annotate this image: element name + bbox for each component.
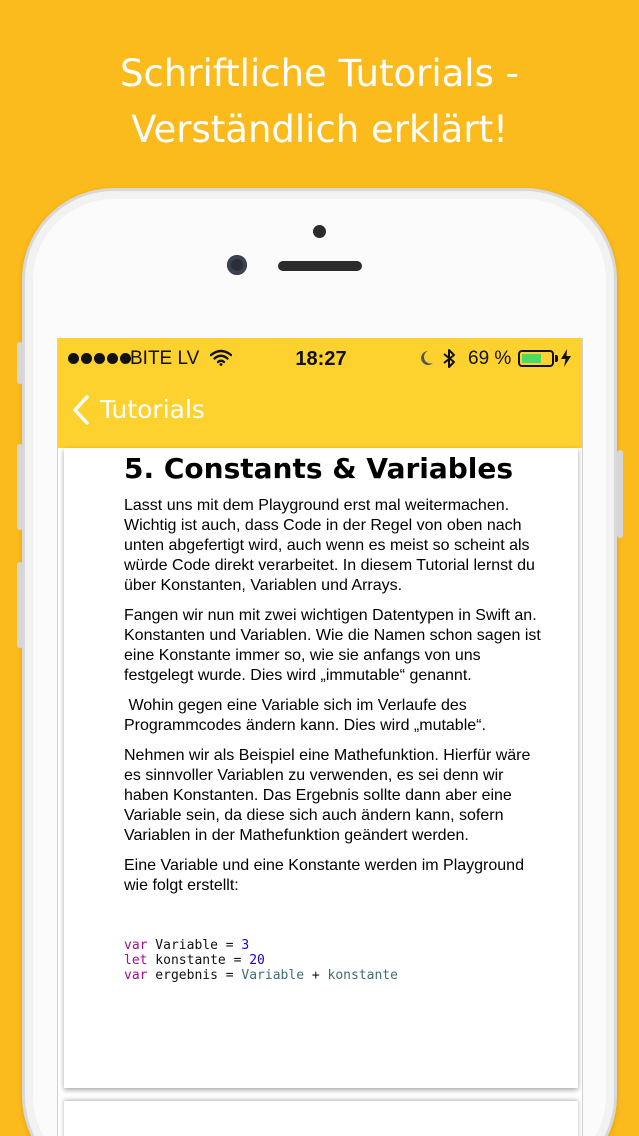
back-button[interactable] bbox=[72, 394, 205, 426]
next-tutorial-card[interactable] bbox=[64, 1101, 578, 1136]
code-text: Variable = bbox=[147, 938, 242, 953]
charging-bolt-icon bbox=[561, 349, 571, 367]
earpiece-speaker bbox=[278, 261, 362, 271]
tutorial-article bbox=[124, 448, 544, 983]
moon-icon bbox=[418, 349, 434, 367]
mute-switch bbox=[17, 342, 23, 384]
battery-percent: 69 % bbox=[468, 348, 512, 369]
status-bar bbox=[58, 338, 583, 380]
tutorial-paragraph: Nehmen wir als Beispiel eine Mathefunktion. Hierfür wäre es sinnvoller Variablen zu verwenden, es sei denn wir haben Konstanten. Das Ergebnis sollte dann aber eine Variable sein, da diese sich auch ändern kann, sofern Variablen in der Mathefunktion geändert werden. bbox=[124, 747, 531, 844]
tutorial-paragraph: Fangen wir nun mit zwei wichtigen Datentypen in Swift an. Konstanten und Variablen. Wie die Namen schon sagen ist eine Konstante immer so, wie sie anfangs von uns festgelegt wurde. Dies wird „immutable“ genannt. bbox=[124, 607, 541, 684]
bluetooth-icon bbox=[442, 348, 456, 369]
promo-headline bbox=[0, 46, 639, 158]
code-line bbox=[124, 953, 544, 968]
tutorial-paragraph: Lasst uns mit dem Playground erst mal weitermachen. Wichtig ist auch, dass Code in der Regel von oben nach unten abgefertigt wird, auch wenn es meist so scheint als würde Code direkt verarbeitet. In diesem Tutorial lernst du über Konstanten, Variablen und Arrays. bbox=[124, 497, 535, 594]
code-identifier: Variable bbox=[241, 968, 305, 983]
navigation-bar bbox=[58, 338, 583, 448]
volume-up-button bbox=[17, 444, 23, 530]
battery-icon bbox=[518, 350, 554, 367]
code-identifier: konstante bbox=[327, 968, 398, 983]
carrier-name: BITE LV bbox=[130, 348, 200, 369]
tutorial-paragraph: Wohin gegen eine Variable sich im Verlaufe des Programmcodes ändern kann. Dies wird „mutable“. bbox=[124, 697, 486, 734]
code-keyword: var bbox=[124, 938, 148, 953]
code-line bbox=[124, 968, 544, 983]
code-text: konstante = bbox=[147, 953, 250, 968]
phone-screen bbox=[57, 338, 583, 1136]
volume-down-button bbox=[17, 562, 23, 648]
proximity-sensor bbox=[313, 225, 326, 238]
promo-headline-line1: Schriftliche Tutorials - bbox=[120, 52, 519, 95]
battery-cap bbox=[555, 355, 558, 362]
tutorial-card bbox=[64, 448, 578, 1088]
tutorial-paragraph: Eine Variable und eine Konstante werden im Playground wie folgt erstellt: bbox=[124, 857, 524, 894]
chevron-left-icon bbox=[72, 394, 90, 426]
tutorial-title: 5. Constants & Variables bbox=[124, 452, 514, 485]
code-number: 3 bbox=[241, 938, 250, 953]
code-number: 20 bbox=[249, 953, 265, 968]
promo-headline-line2: Verständlich erklärt! bbox=[131, 108, 508, 151]
code-line bbox=[124, 938, 544, 953]
back-button-label: Tutorials bbox=[100, 395, 205, 424]
battery-fill bbox=[522, 354, 541, 363]
code-keyword: var bbox=[124, 968, 148, 983]
code-block bbox=[124, 938, 544, 983]
code-keyword: let bbox=[124, 953, 148, 968]
status-time: 18:27 bbox=[295, 348, 347, 370]
power-button bbox=[617, 450, 623, 538]
code-text: ergebnis = bbox=[147, 968, 242, 983]
front-camera bbox=[227, 255, 247, 275]
code-operator: + bbox=[304, 968, 328, 983]
